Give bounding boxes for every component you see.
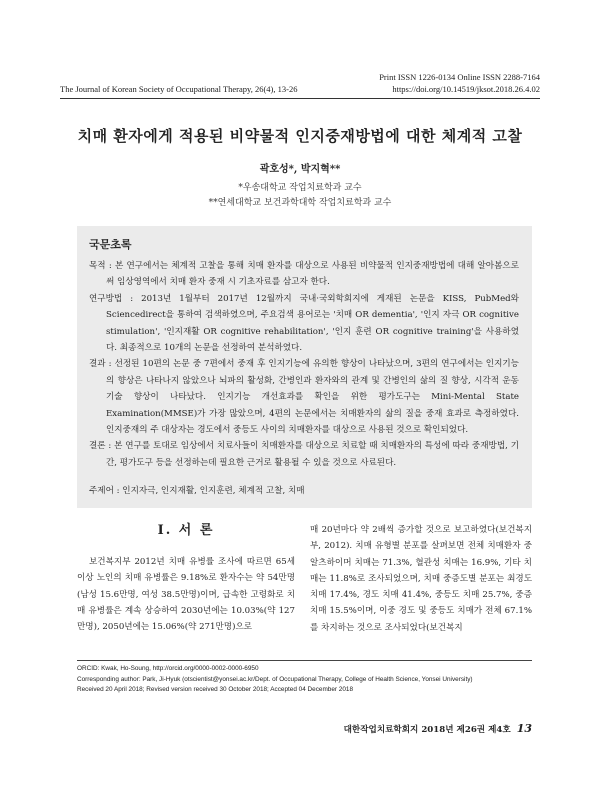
intro-paragraph-right: 매 20년마다 약 2배씩 증가할 것으로 보고하였다(보건복지부, 2012). 치매 유형별 분포를 살펴보면 전체 치매환자 중 알츠하이머 치매는 71.3%, 혈관성 치매는 16.9%, 기타 치매는 11.8%로 조사되었으며, 치매 중증도별 분포는 최경도 치매 17.4%, 경도 치매 41.4%, 중등도 치매 25.7%, 중증 치매 15.5%이며, 이중 경도 및 중등도 치매가 전체 67.1%를 차지하는 것으로 조사되었다(보건복지	[310, 525, 532, 633]
abstract-box	[77, 226, 532, 508]
abstract-keywords: 주제어 : 인지자극, 인지재활, 인지훈련, 체계적 고찰, 치매	[89, 486, 305, 497]
body-left-column	[77, 522, 295, 635]
footnote-dates: Received 20 April 2018; Revised version received 30 October 2018; Accepted 04 December 2018	[77, 686, 354, 694]
affiliation-1: *우송대학교 작업치료학과 교수	[238, 183, 362, 193]
footnote-orcid: ORCID: Kwak, Ho-Soung, http://orcid.org/0000-0002-0000-6950	[77, 665, 259, 672]
abstract-conclusion: 결론 : 본 연구를 토대로 임상에서 치료사들이 치매환자를 대상으로 치료할 때 치매환자의 특성에 따라 중재방법, 기간, 평가도구 등을 선정하는데 필요한 근거로 활용될 수 있을 것으로 사료된다.	[89, 441, 519, 468]
abstract-heading: 국문초록	[89, 238, 132, 251]
abstract-methods: 연구방법 : 2013년 1월부터 2017년 12월까지 국내·국외학회지에 게재된 논문을 KISS, PubMed와 Sciencedirect을 통하여 검색하였으며, 주요검색 용어로는 '치매 OR dementia', '인지 자극 OR cognitive stimulation', '인지재활 OR cognitive rehabilitation', '인지 훈련 OR cognitive training'을 사용하였다. 최종적으로 10개의 논문을 선정하여 분석하였다.	[89, 293, 519, 354]
page-number: 13	[516, 722, 532, 735]
abstract-results: 결과 : 선정된 10편의 논문 중 7편에서 중재 후 인지기능에 유의한 향상이 나타났으며, 3편의 연구에서는 인지기능의 향상은 나타나지 않았으나 뇌파의 활성화, 간병인과 환자와의 관계 및 간병인의 삶의 질 향상, 시각적 운동 기술 향상이 나타났다. 인지기능 개선효과를 확인을 위한 평가도구는 Mini-Mental State Examination(MMSE)가 가장 많았으며, 4편의 논문에서는 치매환자의 삶의 질을 중재 효과로 측정하였다. 인지중재의 주 대상자는 경도에서 중등도 사이의 치매환자를 대상으로 사용된 것으로 확인되었다.	[89, 359, 519, 436]
footnote-corresponding: Corresponding author: Park, Ji-Hyuk (otscientist@yonsei.ac.kr/Dept. of Occupational Therapy, College of Health Science, Yonsei University)	[77, 675, 473, 683]
body-right-column	[310, 522, 532, 636]
intro-paragraph-left: 보건복지부 2012년 치매 유병률 조사에 따르면 65세 이상 노인의 치매 유병률은 9.18%로 환자수는 약 54만명(남성 15.6만명, 여성 38.5만명)이며, 급속한 고령화로 치매 유병률은 계속 상승하여 2030년에는 10.03%(약 127만명), 2050년에는 15.06%(약 271만명)으로	[77, 557, 295, 633]
footer-journal: 대한작업치료학회지 2018년 제26권 제4호	[343, 725, 511, 735]
footnote-divider	[77, 660, 532, 661]
header-divider	[60, 98, 540, 99]
doi-link[interactable]: https://doi.org/10.14519/jksot.2018.26.4.02	[392, 84, 540, 94]
issn-line: Print ISSN 1226-0134 Online ISSN 2288-7164	[379, 72, 540, 82]
paper-title: 치매 환자에게 적용된 비약물적 인지중재방법에 대한 체계적 고찰	[77, 127, 523, 145]
affiliation-2: **연세대학교 보건과학대학 작업치료학과 교수	[208, 198, 392, 208]
author-list: 곽호성*, 박지혁**	[259, 164, 341, 175]
footnotes	[77, 664, 537, 696]
abstract-purpose: 목적 : 본 연구에서는 체계적 고찰을 통해 치매 환자를 대상으로 사용된 비약물적 인지중재방법에 대해 알아봄으로써 임상영역에서 치매 환자 중재 시 기초자료를 삼고자 한다.	[89, 261, 519, 288]
journal-citation: The Journal of Korean Society of Occupational Therapy, 26(4), 13-26	[60, 84, 298, 94]
section-title: Ⅰ. 서 론	[157, 523, 215, 538]
page-footer	[344, 722, 532, 735]
